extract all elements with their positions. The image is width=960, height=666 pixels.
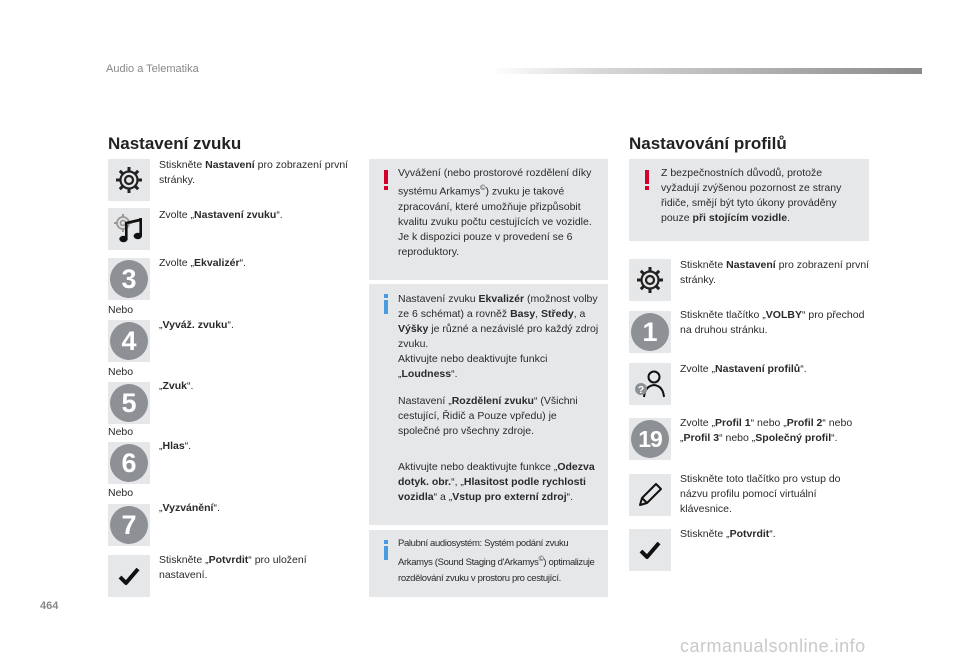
info-note-text-4: Palubní audiosystém: Systém podání zvuku Arkamys (Sound Staging d'Arkamys©) optimalizuje rozdělování zvuku v prostoru pro cestující.	[398, 538, 595, 585]
gear-icon	[108, 159, 150, 201]
right-step-5: Stiskněte toto tlačítko pro vstup do názvu profilu pomocí virtuální klávesnice.	[680, 473, 841, 515]
profile-question-icon	[629, 363, 671, 405]
gear-icon	[629, 259, 671, 301]
header-title: Audio a Telematika	[106, 63, 199, 75]
info-note-text-2: Nastavení „Rozdělení zvuku“ (Všichni cestující, Řidič a Pouze vpředu) je společné pro všechny zdroje.	[398, 395, 578, 437]
warning-icon	[644, 170, 650, 190]
nebo-label: Nebo	[108, 426, 134, 438]
profile-warning-text: Z bezpečnostních důvodů, protože vyžadují zvýšenou pozornost ze strany řidiče, smějí být tyto úkony prováděny pouze při stojícím vozidle.	[661, 167, 842, 224]
left-step-8: Stiskněte „Potvrdit“ pro uložení nastavení.	[159, 554, 307, 581]
warning-note-text: Vyvážení (nebo prostorové rozdělení díky systému Arkamys©) zvuku je takové zpracování, které umožňuje přizpůsobit kvalitu zvuku počtu cestujících ve vozidle. Je k dispozici pouze v provedení se 6 reproduktory.	[398, 167, 592, 258]
warning-icon	[383, 170, 389, 190]
left-step-3: Zvolte „Ekvalizér“.	[159, 257, 246, 269]
info-icon	[383, 540, 389, 560]
step-number-5: 5	[108, 382, 150, 424]
section-title-sound: Nastavení zvuku	[108, 134, 242, 153]
watermark: carmanualsonline.info	[680, 636, 866, 656]
header-bar	[490, 68, 922, 74]
left-step-2: Zvolte „Nastavení zvuku“.	[159, 209, 283, 221]
info-icon	[383, 294, 389, 314]
info-note-text-1: Nastavení zvuku Ekvalizér (možnost volby ze 6 schémat) a rovněž Basy, Středy, a Výšky je různé a nezávislé pro každý zdroj zvuku. Aktivujte nebo deaktivujte funkci „Loudness“.	[398, 293, 599, 380]
step-number-6: 6	[108, 442, 150, 484]
left-step-5: „Zvuk“.	[159, 380, 194, 392]
section-title-profiles: Nastavování profilů	[629, 134, 787, 153]
gear-music-icon	[108, 208, 150, 250]
right-step-2: Stiskněte tlačítko „VOLBY“ pro přechod na druhou stránku.	[680, 309, 865, 336]
step-number-3: 3	[108, 258, 150, 300]
step-number-19: 19	[629, 418, 671, 460]
pencil-icon	[629, 474, 671, 516]
checkmark-icon	[108, 555, 150, 597]
nebo-label: Nebo	[108, 366, 134, 378]
right-step-6: Stiskněte „Potvrdit“.	[680, 528, 776, 540]
left-step-7: „Vyzvánění“.	[159, 502, 220, 514]
nebo-label: Nebo	[108, 304, 134, 316]
left-step-4: „Vyváž. zvuku“.	[159, 319, 234, 331]
page-number: 464	[40, 600, 59, 612]
step-number-1: 1	[629, 311, 671, 353]
step-number-4: 4	[108, 320, 150, 362]
info-note-text-3: Aktivujte nebo deaktivujte funkce „Odezva dotyk. obr.“, „Hlasitost podle rychlosti vozidla“ a „Vstup pro externí zdroj“.	[398, 461, 595, 503]
right-step-3: Zvolte „Nastavení profilů“.	[680, 363, 807, 375]
nebo-label: Nebo	[108, 487, 134, 499]
right-step-1: Stiskněte Nastavení pro zobrazení první stránky.	[680, 259, 870, 286]
left-step-6: „Hlas“.	[159, 440, 192, 452]
svg-text:?: ?	[637, 385, 645, 396]
checkmark-icon	[629, 529, 671, 571]
right-step-4: Zvolte „Profil 1“ nebo „Profil 2“ nebo „Profil 3“ nebo „Společný profil“.	[680, 417, 853, 444]
step-number-7: 7	[108, 504, 150, 546]
left-step-1: Stiskněte Nastavení pro zobrazení první stránky.	[159, 159, 349, 186]
